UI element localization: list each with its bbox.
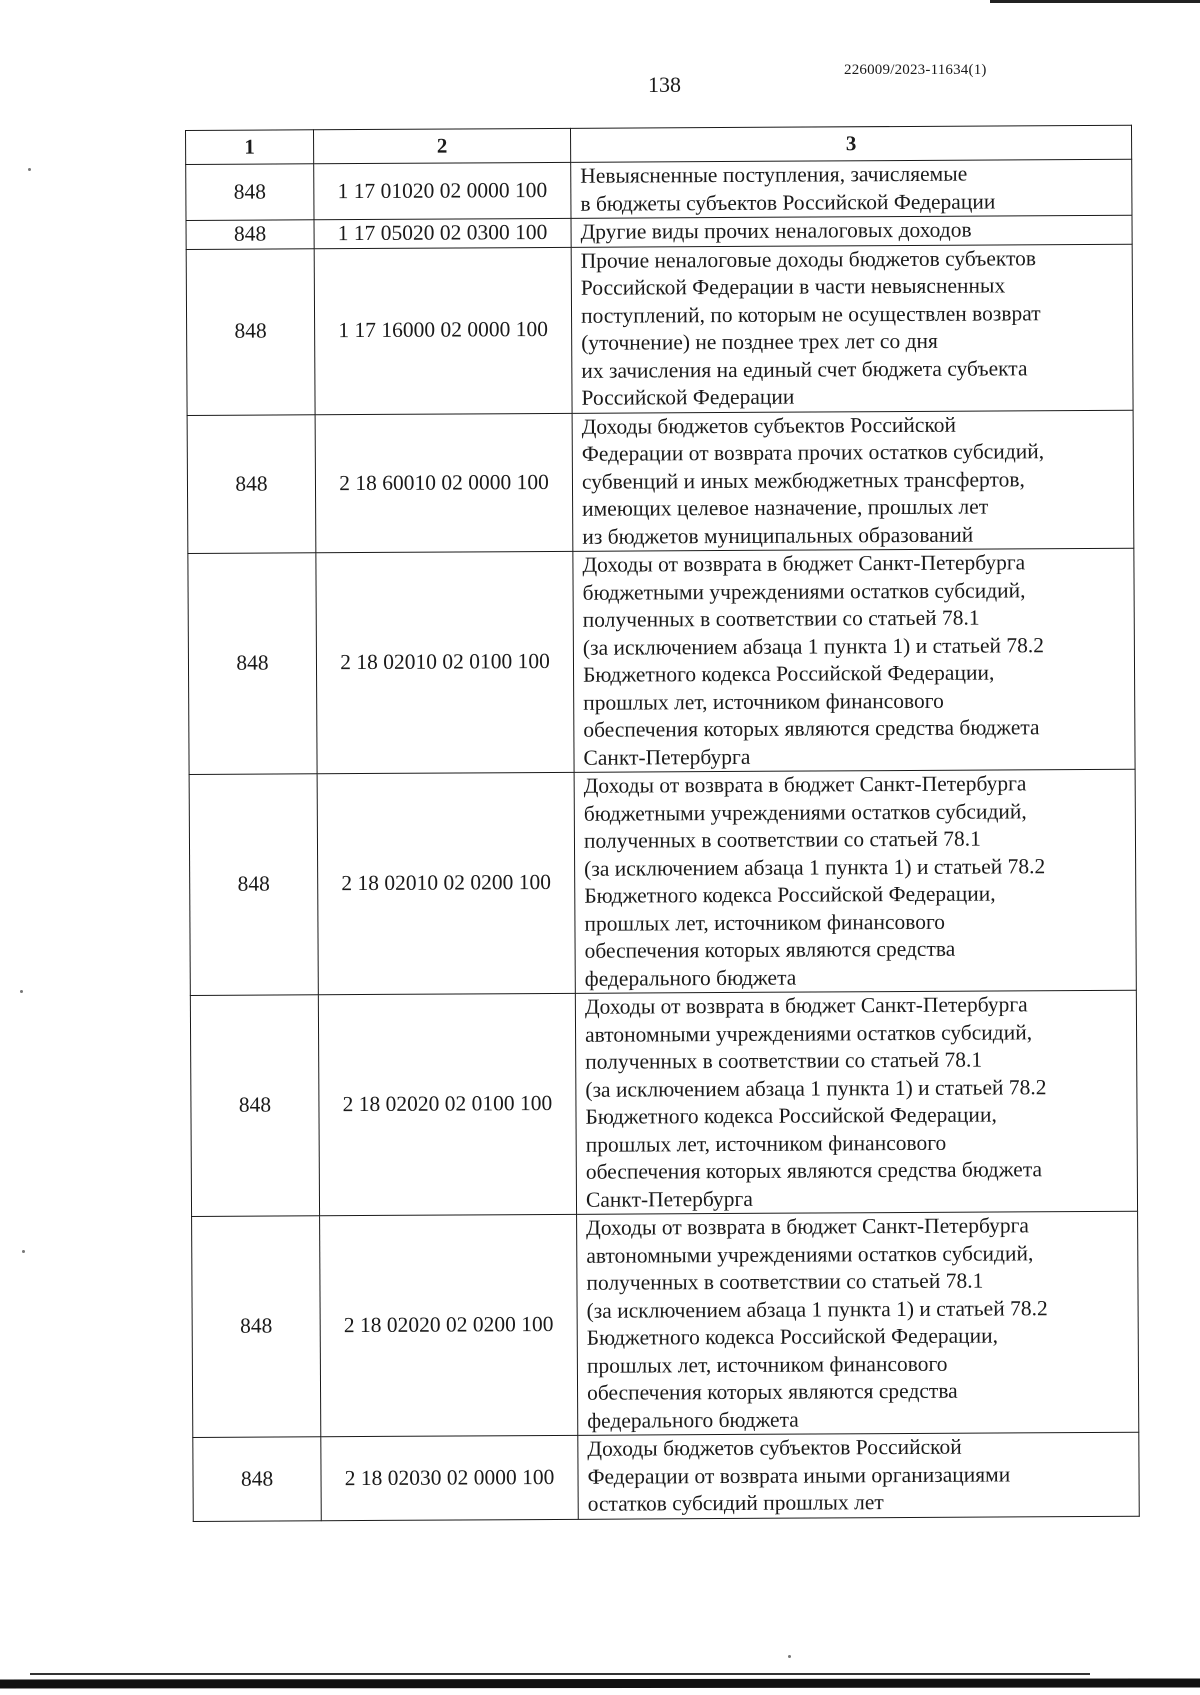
admin-code-cell: 848	[186, 220, 314, 249]
scan-speck	[20, 990, 23, 993]
table-row	[186, 244, 1133, 415]
table-row	[186, 159, 1132, 220]
document-registration-number: 226009/2023-11634(1)	[844, 62, 987, 78]
budget-classification-code-cell: 2 18 02020 02 0100 100	[318, 993, 576, 1215]
admin-code-cell: 848	[190, 995, 319, 1217]
table-row	[189, 769, 1136, 995]
admin-code-cell: 848	[187, 414, 316, 553]
table-row	[193, 1432, 1139, 1521]
scan-bottom-edge-line	[30, 1673, 1090, 1675]
revenue-description-cell: Невыясненные поступления, зачисляемые в бюджеты субъектов Российской Федерации	[571, 159, 1132, 218]
scan-bottom-edge	[0, 1678, 1200, 1688]
budget-classification-code-cell: 2 18 02010 02 0100 100	[316, 551, 574, 773]
column-header-3: 3	[570, 125, 1131, 162]
revenue-description-cell: Доходы от возврата в бюджет Санкт-Петербурга автономными учреждениями остатков субсидий, полученных в соответствии со статьей 78.1 (за исключением абзаца 1 пункта 1) и статьей 78.2 Бюджетного кодекса Российской Федерации, прошлых лет, источником финансового обеспечения которых являются средства бюджета Санкт-Петербурга	[575, 990, 1137, 1214]
revenue-description-cell: Доходы от возврата в бюджет Санкт-Петербурга бюджетными учреждениями остатков субсидий, полученных в соответствии со статьей 78.1 (за исключением абзаца 1 пункта 1) и статьей 78.2 Бюджетного кодекса Российской Федерации, прошлых лет, источником финансового обеспечения которых являются средства бюджета Санкт-Петербурга	[573, 548, 1135, 772]
admin-code-cell: 848	[193, 1437, 321, 1521]
admin-code-cell: 848	[192, 1216, 321, 1438]
page-number: 138	[648, 72, 681, 97]
scan-speck	[28, 168, 31, 171]
budget-classification-code-cell: 1 17 01020 02 0000 100	[314, 162, 571, 219]
table-row	[190, 990, 1137, 1216]
budget-classification-code-cell: 2 18 02010 02 0200 100	[317, 772, 575, 994]
admin-code-cell: 848	[188, 553, 317, 775]
budget-classification-code-cell: 2 18 60010 02 0000 100	[315, 413, 573, 553]
scan-top-edge	[990, 0, 1200, 3]
budget-classification-code-cell: 2 18 02030 02 0000 100	[321, 1435, 578, 1520]
budget-codes-table	[185, 125, 1140, 1522]
admin-code-cell: 848	[186, 164, 314, 221]
column-header-2: 2	[314, 128, 571, 163]
budget-classification-code-cell: 1 17 05020 02 0300 100	[314, 218, 571, 248]
table-header-row	[186, 125, 1132, 164]
table-row	[187, 410, 1134, 554]
revenue-description-cell: Другие виды прочих неналоговых доходов	[571, 215, 1132, 247]
revenue-description-cell: Доходы от возврата в бюджет Санкт-Петербурга бюджетными учреждениями остатков субсидий, полученных в соответствии со статьей 78.1 (за исключением абзаца 1 пункта 1) и статьей 78.2 Бюджетного кодекса Российской Федерации, прошлых лет, источником финансового обеспечения которых являются средства федерального бюджета	[574, 769, 1136, 993]
revenue-description-cell: Доходы бюджетов субъектов Российской Федерации от возврата иными организациями остатков субсидий прошлых лет	[578, 1432, 1139, 1519]
column-header-1: 1	[186, 130, 314, 165]
revenue-description-cell: Доходы от возврата в бюджет Санкт-Петербурга автономными учреждениями остатков субсидий, полученных в соответствии со статьей 78.1 (за исключением абзаца 1 пункта 1) и статьей 78.2 Бюджетного кодекса Российской Федерации, прошлых лет, источником финансового обеспечения которых являются средства федерального бюджета	[577, 1211, 1139, 1435]
admin-code-cell: 848	[186, 248, 315, 415]
budget-classification-code-cell: 1 17 16000 02 0000 100	[314, 247, 572, 414]
budget-classification-code-cell: 2 18 02020 02 0200 100	[320, 1214, 578, 1436]
table-row	[192, 1211, 1139, 1437]
scan-speck	[788, 1655, 791, 1658]
scan-speck	[22, 1250, 25, 1253]
revenue-description-cell: Доходы бюджетов субъектов Российской Федерации от возврата прочих остатков субсидий, субвенций и иных межбюджетных трансфертов, имеющих целевое назначение, прошлых лет из бюджетов муниципальных образований	[572, 410, 1134, 552]
table-row	[188, 548, 1135, 774]
revenue-description-cell: Прочие неналоговые доходы бюджетов субъектов Российской Федерации в части невыясненных поступлений, по которым не осуществлен возврат (уточнение) не позднее трех лет со дня их зачисления на единый счет бюджета субъекта Российской Федерации	[571, 244, 1133, 413]
admin-code-cell: 848	[189, 774, 318, 996]
